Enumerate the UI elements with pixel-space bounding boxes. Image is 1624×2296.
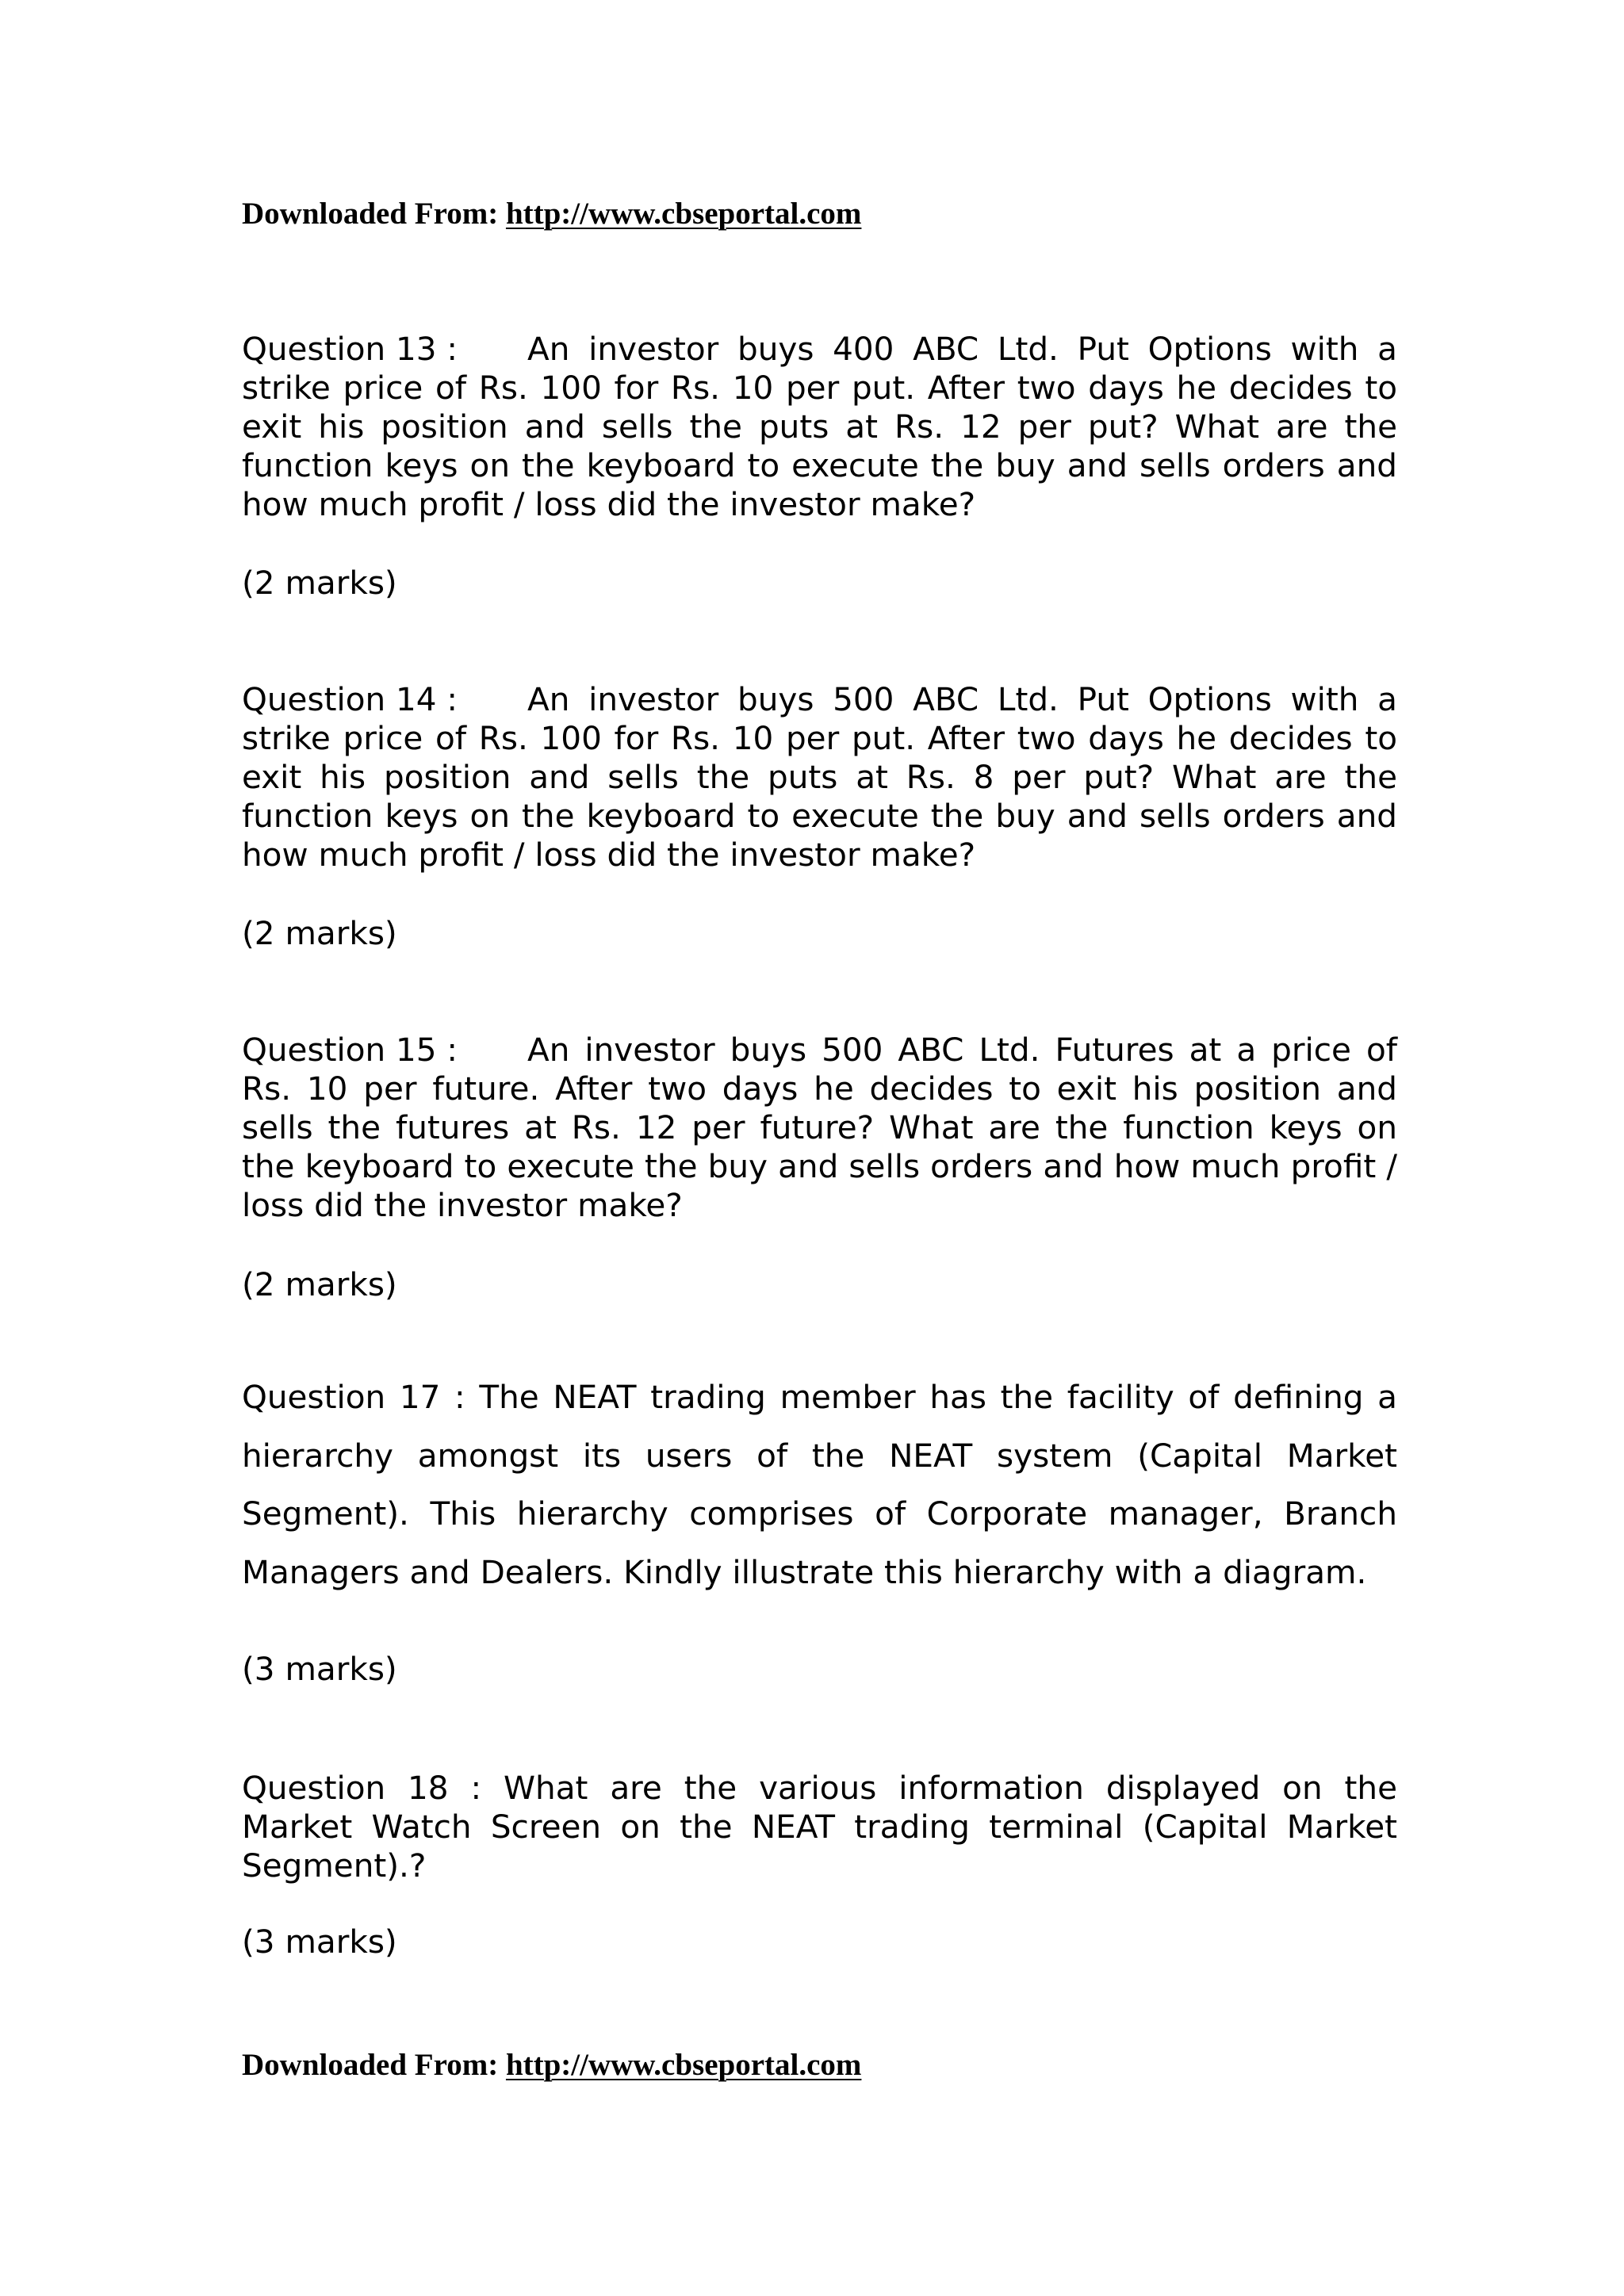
question-14-label: Question 14 : <box>242 680 458 718</box>
footer-prefix: Downloaded From: <box>242 2048 499 2082</box>
question-13-label: Question 13 : <box>242 330 458 368</box>
header-source-link[interactable]: http://www.cbseportal.com <box>505 197 862 231</box>
question-14-text: An investor buys 500 ABC Ltd. Put Options with a strike price of Rs. 100 for Rs. 10 per put. After two days he decides to exit his position and sells the puts at Rs. 8 per put? What are the function keys on the keyboard to execute the buy and sells orders and how much profit / loss did the investor make? <box>242 680 1397 874</box>
question-18-marks: (3 marks) <box>242 1923 397 1961</box>
question-14 <box>242 680 1397 874</box>
footer-source-link[interactable]: http://www.cbseportal.com <box>505 2048 862 2082</box>
question-13-text: An investor buys 400 ABC Ltd. Put Options with a strike price of Rs. 100 for Rs. 10 per put. After two days he decides to exit his position and sells the puts at Rs. 12 per put? What are the function keys on the keyboard to execute the buy and sells orders and how much profit / loss did the investor make? <box>242 330 1397 523</box>
question-15 <box>242 1031 1397 1225</box>
question-17: Question 17 : The NEAT trading member has the facility of defining a hierarchy amongst its users of the NEAT system (Capital Market Segment). This hierarchy comprises of Corporate manager, Branch Managers and Dealers. Kindly illustrate this hierarchy with a diagram. <box>242 1378 1397 1591</box>
question-15-text: An investor buys 500 ABC Ltd. Futures at a price of Rs. 10 per future. After two days he decides to exit his position and sells the futures at Rs. 12 per future? What are the function keys on the keyboard to execute the buy and sells orders and how much profit / loss did the investor make? <box>242 1031 1397 1224</box>
question-15-label: Question 15 : <box>242 1031 458 1069</box>
question-15-marks: (2 marks) <box>242 1265 397 1303</box>
footer-source-line <box>242 2046 861 2084</box>
header-prefix: Downloaded From: <box>242 197 499 231</box>
header-source-line <box>242 195 861 233</box>
question-13-marks: (2 marks) <box>242 564 397 602</box>
question-17-marks: (3 marks) <box>242 1650 397 1688</box>
question-13 <box>242 330 1397 524</box>
question-14-marks: (2 marks) <box>242 914 397 952</box>
question-18: Question 18 : What are the various information displayed on the Market Watch Screen on the NEAT trading terminal (Capital Market Segment).? <box>242 1769 1397 1885</box>
